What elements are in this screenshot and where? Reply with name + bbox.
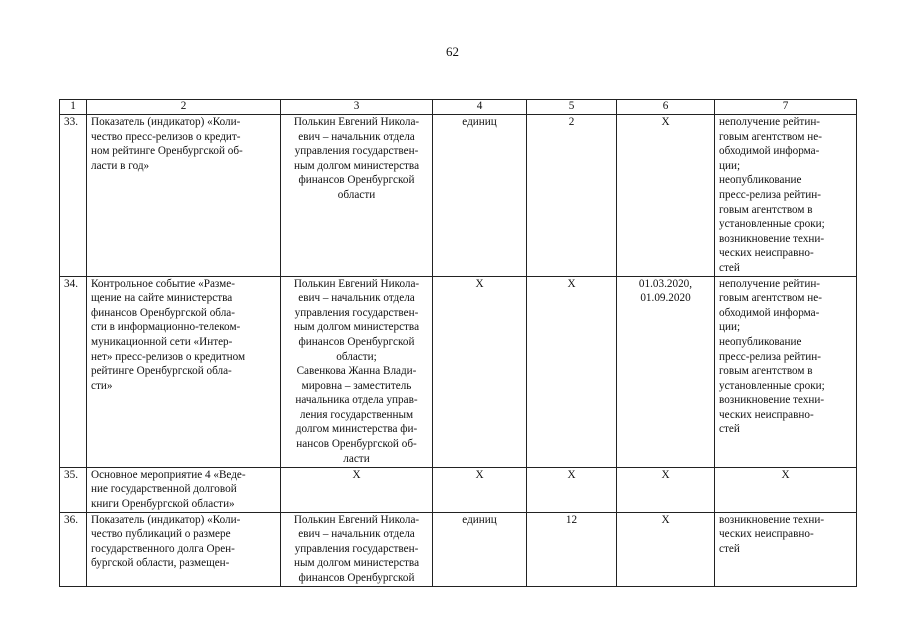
deadline-line: Х bbox=[661, 116, 670, 128]
responsible-person-line: долгом министерства фи- bbox=[295, 423, 418, 436]
risk-description-line: говым агентством в bbox=[719, 365, 813, 378]
item-name-line: бургской области, размещен- bbox=[91, 557, 230, 570]
unit-of-measure: единиц bbox=[433, 512, 527, 586]
item-name-line: финансов Оренбургской обла- bbox=[91, 306, 235, 319]
column-number: 3 bbox=[281, 100, 433, 115]
responsible-person-line: управления государствен- bbox=[294, 542, 419, 555]
risk-description-line: установленные сроки; bbox=[719, 218, 825, 231]
risk-description-line: говым агентством не- bbox=[719, 130, 822, 143]
item-name-line: нет» пресс-релизов о кредитном bbox=[91, 350, 246, 363]
responsible-person-line: нансов Оренбургской об- bbox=[296, 438, 417, 451]
item-name-line: сти в информационно-телеком- bbox=[91, 321, 241, 334]
risk-description-line: стей bbox=[719, 542, 740, 555]
row-number: 35. bbox=[60, 467, 87, 512]
column-number: 7 bbox=[715, 100, 857, 115]
responsible-person-line: финансов Оренбургской bbox=[298, 174, 415, 187]
risk-description bbox=[715, 512, 857, 586]
table-row bbox=[60, 512, 857, 586]
responsible-person-line: Полькин Евгений Никола- bbox=[293, 277, 420, 290]
table-row bbox=[60, 467, 857, 512]
responsible-person-line: евич – начальник отдела bbox=[298, 528, 415, 541]
responsible-person-line: области bbox=[337, 188, 376, 201]
responsible-person-line: Савенкова Жанна Влади- bbox=[296, 365, 417, 378]
item-name-line: ние государственной долговой bbox=[91, 483, 237, 496]
table-row bbox=[60, 115, 857, 277]
deadline-line: Х bbox=[661, 513, 670, 526]
responsible-person-line: управления государствен- bbox=[294, 145, 419, 158]
responsible-person-line: Полькин Евгений Никола- bbox=[293, 116, 420, 128]
item-name-line: чество публикаций о размере bbox=[91, 528, 231, 541]
plan-table bbox=[59, 99, 857, 587]
deadline-line: 01.09.2020 bbox=[640, 292, 691, 305]
responsible-person-line: ным долгом министерства bbox=[293, 557, 420, 570]
responsible-person-line: ления государственным bbox=[299, 408, 414, 421]
responsible-person bbox=[281, 467, 433, 512]
risk-description-line: ции; bbox=[719, 159, 741, 172]
responsible-person-line: финансов Оренбургской bbox=[298, 571, 415, 584]
responsible-person-line: управления государствен- bbox=[294, 306, 419, 319]
responsible-person bbox=[281, 512, 433, 586]
responsible-person-line: ным долгом министерства bbox=[293, 321, 420, 334]
deadline-line: 01.03.2020, bbox=[638, 277, 693, 290]
item-name-line: государственного долга Орен- bbox=[91, 542, 235, 555]
risk-description-line: Х bbox=[781, 468, 790, 481]
page-number: 62 bbox=[446, 44, 459, 59]
target-value: Х bbox=[527, 276, 617, 467]
deadline-line: Х bbox=[661, 468, 670, 481]
item-name-line: Показатель (индикатор) «Коли- bbox=[91, 116, 241, 128]
column-number: 2 bbox=[87, 100, 281, 115]
item-name-line: рейтинге Оренбургской обла- bbox=[91, 365, 232, 378]
table-row bbox=[60, 276, 857, 467]
unit-of-measure: Х bbox=[433, 276, 527, 467]
unit-of-measure: Х bbox=[433, 467, 527, 512]
risk-description-line: неопубликование bbox=[719, 335, 802, 348]
risk-description-line: ческих неисправно- bbox=[719, 247, 814, 260]
deadline bbox=[617, 115, 715, 277]
risk-description-line: неполучение рейтин- bbox=[719, 116, 821, 128]
risk-description-line: установленные сроки; bbox=[719, 379, 825, 392]
risk-description-line: стей bbox=[719, 261, 740, 274]
item-name-line: Показатель (индикатор) «Коли- bbox=[91, 513, 241, 526]
deadline bbox=[617, 512, 715, 586]
risk-description-line: ческих неисправно- bbox=[719, 528, 814, 541]
risk-description-line: говым агентством в bbox=[719, 203, 813, 216]
item-name-line: ном рейтинге Оренбургской об- bbox=[91, 145, 243, 158]
risk-description-line: возникновение техни- bbox=[719, 513, 825, 526]
responsible-person-line: ласти bbox=[343, 452, 370, 465]
responsible-person-line: ным долгом министерства bbox=[293, 159, 420, 172]
responsible-person bbox=[281, 276, 433, 467]
target-value: Х bbox=[527, 467, 617, 512]
item-name-line: муникационной сети «Интер- bbox=[91, 335, 233, 348]
deadline bbox=[617, 467, 715, 512]
risk-description-line: возникновение техни- bbox=[719, 394, 825, 407]
risk-description-line: возникновение техни- bbox=[719, 232, 825, 245]
risk-description bbox=[715, 115, 857, 277]
target-value: 2 bbox=[527, 115, 617, 277]
risk-description bbox=[715, 467, 857, 512]
responsible-person-line: начальника отдела управ- bbox=[295, 394, 418, 407]
risk-description-line: говым агентством не- bbox=[719, 292, 822, 305]
responsible-person-line: евич – начальник отдела bbox=[298, 130, 415, 143]
column-number: 1 bbox=[60, 100, 87, 115]
deadline bbox=[617, 276, 715, 467]
item-name bbox=[87, 276, 281, 467]
responsible-person-line: евич – начальник отдела bbox=[298, 292, 415, 305]
risk-description-line: неполучение рейтин- bbox=[719, 277, 821, 290]
target-value: 12 bbox=[527, 512, 617, 586]
column-number: 6 bbox=[617, 100, 715, 115]
column-number-row bbox=[60, 100, 857, 115]
risk-description-line: обходимой информа- bbox=[719, 145, 820, 158]
item-name-line: ласти в год» bbox=[91, 159, 150, 172]
item-name-line: книги Оренбургской области» bbox=[91, 497, 235, 510]
risk-description-line: пресс-релиза рейтин- bbox=[719, 350, 821, 363]
item-name-line: Контрольное событие «Разме- bbox=[91, 277, 235, 290]
item-name bbox=[87, 512, 281, 586]
risk-description-line: обходимой информа- bbox=[719, 306, 820, 319]
column-number: 4 bbox=[433, 100, 527, 115]
risk-description-line: стей bbox=[719, 423, 740, 436]
responsible-person-line: мировна – заместитель bbox=[301, 379, 412, 392]
row-number: 36. bbox=[60, 512, 87, 586]
column-number: 5 bbox=[527, 100, 617, 115]
risk-description-line: ции; bbox=[719, 321, 741, 334]
item-name-line: чество пресс-релизов о кредит- bbox=[91, 130, 241, 143]
item-name-line: щение на сайте министерства bbox=[91, 292, 233, 305]
unit-of-measure: единиц bbox=[433, 115, 527, 277]
risk-description-line: пресс-релиза рейтин- bbox=[719, 188, 821, 201]
item-name-line: сти» bbox=[91, 379, 113, 392]
item-name-line: Основное мероприятие 4 «Веде- bbox=[91, 468, 246, 481]
item-name bbox=[87, 467, 281, 512]
responsible-person-line: Х bbox=[352, 468, 361, 481]
risk-description-line: неопубликование bbox=[719, 174, 802, 187]
responsible-person-line: Полькин Евгений Никола- bbox=[293, 513, 420, 526]
responsible-person bbox=[281, 115, 433, 277]
responsible-person-line: области; bbox=[336, 350, 377, 363]
row-number: 33. bbox=[60, 115, 87, 277]
risk-description-line: ческих неисправно- bbox=[719, 408, 814, 421]
risk-description bbox=[715, 276, 857, 467]
row-number: 34. bbox=[60, 276, 87, 467]
responsible-person-line: финансов Оренбургской bbox=[298, 335, 415, 348]
item-name bbox=[87, 115, 281, 277]
